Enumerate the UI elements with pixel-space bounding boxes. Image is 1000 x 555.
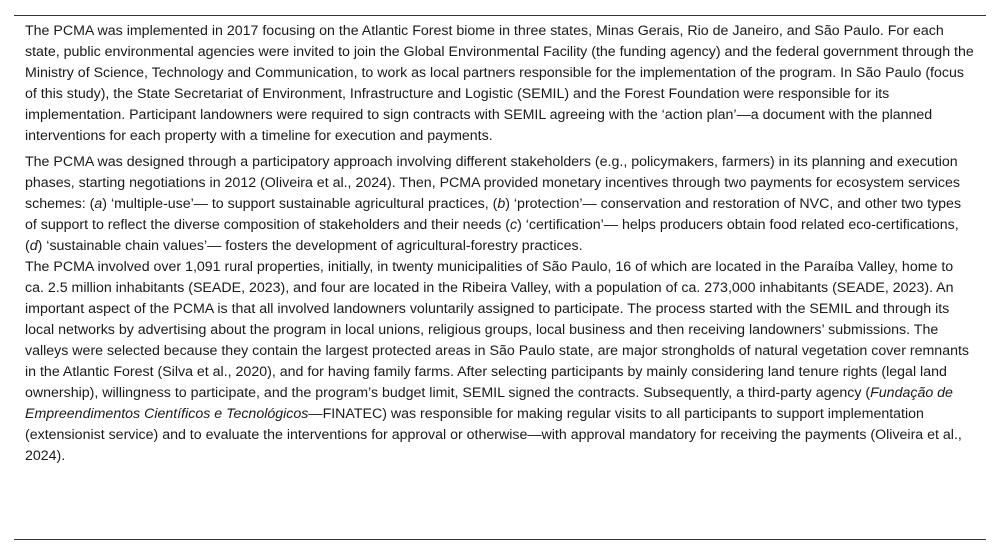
bottom-rule: [14, 539, 986, 540]
paragraph-3-italic: Fundação de Empreendimentos Científicos e Tecnológicos: [25, 385, 953, 422]
text-block: [25, 21, 975, 467]
paragraph-2-segment: ) ‘multiple-use’— to support sustainable agricultural practices, (: [102, 196, 498, 212]
paragraph-2-italic: c: [510, 217, 518, 233]
top-rule: [14, 15, 986, 16]
paragraph-2: [25, 152, 975, 257]
paragraph-1-text: The PCMA was implemented in 2017 focusing on the Atlantic Forest biome in three states, Minas Gerais, Rio de Janeiro, and São Paulo. For each state, public environmental agencies were invited to join the Global Environmental Facility (the funding agency) and the federal government through the Ministry of Science, Technology and Communication, to work as local partners responsible for the implementation of the program. In São Paulo (focus of this study), the State Secretariat of Environment, Infrastructure and Logistic (SEMIL) and the Forest Foundation were responsible for its implementation. Participant landowners were required to sign contracts with SEMIL agreeing with the ‘action plan’—a document with the planned interventions for each property with a timeline for execution and payments.: [25, 23, 974, 144]
paragraph-2-italic: b: [497, 196, 506, 212]
paragraph-3: [25, 257, 975, 467]
paragraph-2-segment: The PCMA was designed through a participatory approach involving different stakeholders (e.g., policymakers, farmers) in its planning and execution phases, starting negotiations in 2012 (Oliveira et al., 2024). Then, PCMA provided monetary incentives through two payments for ecosystem services schemes: (: [25, 154, 961, 212]
paragraph-2-segment: ) ‘sustainable chain values’— fosters the development of agricultural-forestry practices.: [37, 238, 583, 254]
paragraph-3-segment: The PCMA involved over 1,091 rural properties, initially, in twenty municipalities of São Paulo, 16 of which are located in the Paraíba Valley, home to ca. 2.5 million inhabitants (SEADE, 2023), and four are located in the Ribeira Valley, with a population of ca. 273,000 inhabitants (SEADE, 2023). An important aspect of the PCMA is that all involved landowners voluntarily assigned to participate. The process started with the SEMIL and through its local networks by advertising about the program in local unions, religious groups, local business and then receiving landowners’ submissions. The valleys were selected because they contain the largest protected areas in São Paulo state, are major strongholds of natural vegetation cover remnants in the Atlantic Forest (Silva et al., 2020), and for having family farms. After selecting participants by mainly considering land tenure rights (legal land ownership), willingness to participate, and the program’s budget limit, SEMIL signed the contracts. Subsequently, a third-party agency (: [25, 259, 970, 401]
paragraph-2-segment: ) ‘certification’— helps producers obtain food related eco-certifications, (: [25, 217, 959, 254]
paragraph-2-segment: ) ‘protection’— conservation and restoration of NVC, and other two types of support to reflect the diverse composition of stakeholders and their needs (: [25, 196, 962, 233]
paragraph-2-italic: a: [94, 196, 103, 212]
paragraph-3-segment: —FINATEC) was responsible for making regular visits to all participants to support implementation (extensionist service) and to evaluate the interventions for approval or otherwise—with approval mandatory for receiving the payments (Oliveira et al., 2024).: [25, 406, 962, 464]
paragraph-1: [25, 21, 975, 147]
paragraph-2-italic: d: [29, 238, 38, 254]
